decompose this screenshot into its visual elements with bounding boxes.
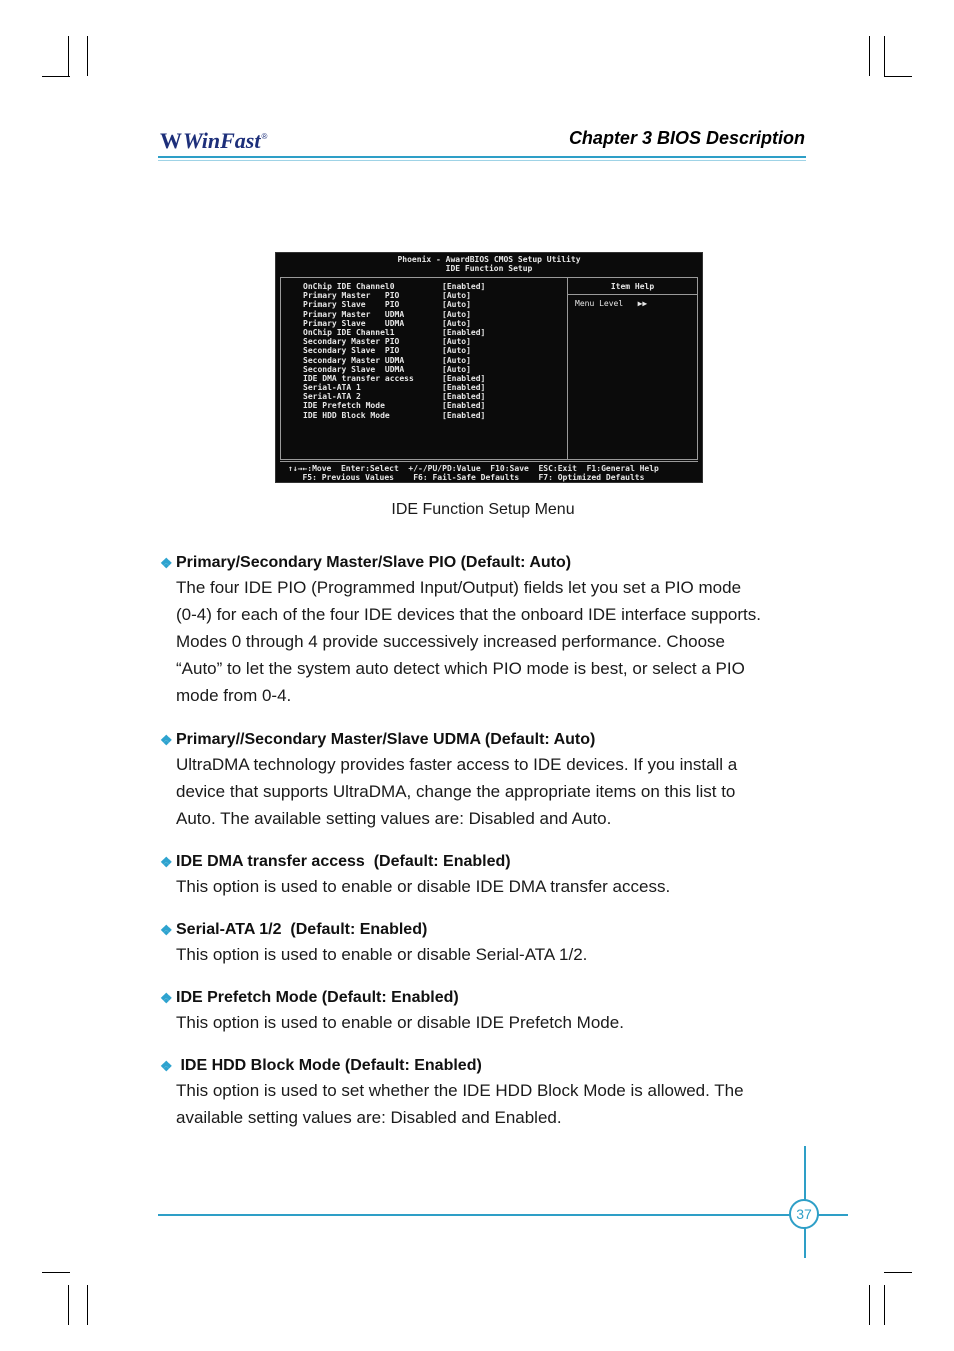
section [160, 851, 810, 900]
bios-footer-line1: ↑↓→←:Move Enter:Select +/-/PU/PD:Value F10:Save ESC:Exit F1:General Help [288, 464, 659, 473]
section-heading [160, 1055, 810, 1077]
bios-setting-row [303, 365, 522, 374]
bios-setting-label: OnChip IDE Channel1 [303, 327, 395, 337]
logo-registered: ® [261, 131, 268, 141]
page-number: 37 [789, 1199, 819, 1229]
section-heading [160, 729, 810, 751]
section-body [176, 574, 810, 709]
bios-settings-panel [280, 277, 568, 460]
section-body-line: device that supports UltraDMA, change the appropriate items on this list to [176, 782, 736, 801]
section [160, 1055, 810, 1131]
bios-setting-label: Primary Master UDMA [303, 309, 405, 319]
bios-setting-label: IDE Prefetch Mode [303, 401, 385, 411]
bios-setting-row [303, 346, 522, 355]
chapter-title: Chapter 3 BIOS Description [568, 128, 805, 148]
footer-rule [158, 1214, 848, 1216]
bios-setting-value: [Auto] [442, 309, 471, 319]
section-body-line: mode from 0-4. [176, 686, 292, 705]
bios-setting-row [303, 282, 522, 291]
bios-setting-label: Serial-ATA 2 [303, 392, 361, 402]
logo-mark-icon: W [160, 128, 179, 153]
section-body-line: This option is used to enable or disable IDE DMA transfer access. [176, 877, 671, 896]
diamond-bullet-icon: ❖ [160, 732, 173, 748]
bios-setting-value: [Enabled] [442, 327, 486, 337]
section [160, 552, 810, 709]
bios-title-line2: IDE Function Setup [445, 264, 533, 273]
bios-help-title: Item Help [610, 282, 655, 291]
bios-setting-row [303, 383, 522, 392]
bios-screenshot [275, 252, 703, 483]
bios-setting-label: Primary Slave PIO [303, 300, 400, 310]
bios-title-line1: Phoenix - AwardBIOS CMOS Setup Utility [397, 255, 581, 264]
section-body-line: The four IDE PIO (Programmed Input/Output) fields let you set a PIO mode [176, 578, 742, 597]
header-rule [158, 156, 806, 158]
bios-setting-label: Primary Master PIO [303, 291, 400, 301]
bios-setting-row [303, 392, 522, 401]
section [160, 919, 810, 968]
bios-setting-value: [Auto] [442, 291, 471, 301]
section [160, 987, 810, 1036]
section-heading [160, 851, 810, 873]
bios-setting-label: Serial-ATA 1 [303, 383, 361, 393]
section-body-line: available setting values are: Disabled and Enabled. [176, 1108, 562, 1127]
bios-settings-list [303, 282, 522, 420]
bios-setting-label: Secondary Slave UDMA [303, 364, 405, 374]
bios-setting-value: [Enabled] [442, 401, 486, 411]
section-body-line: This option is used to set whether the IDE HDD Block Mode is allowed. The [176, 1081, 744, 1100]
bios-setting-value: [Enabled] [442, 282, 486, 291]
section-body-line: This option is used to enable or disable Serial-ATA 1/2. [176, 945, 588, 964]
bios-setting-label: Primary Slave UDMA [303, 318, 405, 328]
bios-setting-row [303, 328, 522, 337]
figure-caption: IDE Function Setup Menu [391, 501, 575, 518]
bios-setting-value: [Auto] [442, 300, 471, 310]
bios-setting-label: Secondary Master PIO [303, 337, 400, 347]
bios-setting-row [303, 374, 522, 383]
bios-footer-line2: F5: Previous Values F6: Fail-Safe Defaults F7: Optimized Defaults [288, 473, 645, 482]
bios-setting-value: [Enabled] [442, 383, 486, 393]
bios-setting-row [303, 337, 522, 346]
bios-menu-level: Menu Level ▶▶ [575, 299, 648, 308]
header-rule-light [158, 160, 806, 161]
section-heading-text: IDE Prefetch Mode (Default: Enabled) [176, 989, 459, 1006]
section-body-line: Modes 0 through 4 provide successively increased performance. Choose [176, 632, 726, 651]
bios-title [276, 255, 702, 273]
bios-setting-value: [Auto] [442, 318, 471, 328]
logo-text: WinFast [183, 128, 261, 153]
bios-setting-value: [Auto] [442, 337, 471, 347]
section-heading-text: Primary/Secondary Master/Slave PIO (Default: Auto) [176, 554, 572, 571]
section-heading-text: IDE DMA transfer access (Default: Enabled) [176, 853, 511, 870]
bios-setting-value: [Auto] [442, 346, 471, 356]
bios-setting-row [303, 356, 522, 365]
section-body [176, 1009, 810, 1036]
bios-setting-row [303, 300, 522, 309]
section-heading [160, 919, 810, 941]
section-body [176, 1077, 810, 1131]
section-body-line: (0-4) for each of the four IDE devices that the onboard IDE interface supports. [176, 605, 761, 624]
bios-setting-label: IDE HDD Block Mode [303, 410, 390, 420]
bios-setting-value: [Enabled] [442, 373, 486, 383]
bios-help-panel [567, 277, 698, 460]
diamond-bullet-icon: ❖ [160, 922, 173, 938]
section-heading [160, 552, 810, 574]
bios-setting-row [303, 411, 522, 420]
bios-setting-value: [Auto] [442, 355, 471, 365]
bios-setting-label: Secondary Slave PIO [303, 346, 400, 356]
diamond-bullet-icon: ❖ [160, 854, 173, 870]
section-heading-text: IDE HDD Block Mode (Default: Enabled) [176, 1057, 482, 1074]
bios-setting-row [303, 319, 522, 328]
bios-setting-label: OnChip IDE Channel0 [303, 282, 395, 291]
diamond-bullet-icon: ❖ [160, 555, 173, 571]
section-body [176, 873, 810, 900]
diamond-bullet-icon: ❖ [160, 1058, 173, 1074]
bios-setting-value: [Enabled] [442, 410, 486, 420]
section-body-line: UltraDMA technology provides faster access to IDE devices. If you install a [176, 755, 738, 774]
bios-help-divider [568, 294, 697, 295]
section-body-line: Auto. The available setting values are: Disabled and Auto. [176, 809, 612, 828]
bios-setting-label: Secondary Master UDMA [303, 355, 405, 365]
section-body-line: This option is used to enable or disable IDE Prefetch Mode. [176, 1013, 624, 1032]
section-heading [160, 987, 810, 1009]
bios-setting-value: [Auto] [442, 364, 471, 374]
bios-setting-row [303, 291, 522, 300]
brand-logo [160, 126, 267, 156]
diamond-bullet-icon: ❖ [160, 990, 173, 1006]
bios-setting-row [303, 310, 522, 319]
section-body [176, 941, 810, 968]
section-heading-text: Primary//Secondary Master/Slave UDMA (Default: Auto) [176, 731, 596, 748]
bios-setting-row [303, 401, 522, 410]
section-heading-text: Serial-ATA 1/2 (Default: Enabled) [176, 921, 428, 938]
section-body-line: “Auto” to let the system auto detect which PIO mode is best, or select a PIO [176, 659, 745, 678]
bios-setting-label: IDE DMA transfer access [303, 373, 414, 383]
bios-footer [280, 461, 698, 482]
section-body [176, 751, 810, 832]
section [160, 729, 810, 832]
bios-setting-value: [Enabled] [442, 392, 486, 402]
